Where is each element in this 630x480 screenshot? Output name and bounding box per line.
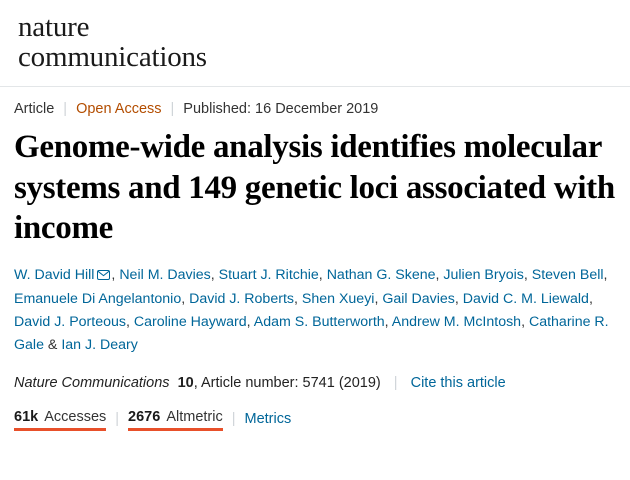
meta-separator-2: | [170, 101, 175, 118]
author-name[interactable]: Ian J. Deary [61, 337, 138, 354]
author-separator-ampersand: & [43, 337, 62, 354]
author-name[interactable]: Adam S. Butterworth [253, 314, 385, 331]
metrics-link[interactable]: Metrics [244, 410, 292, 427]
author-separator: , [293, 291, 302, 308]
author-separator: , [111, 267, 120, 284]
accesses-count: 61k [14, 409, 39, 426]
author-separator: , [521, 314, 529, 331]
author-separator: , [318, 267, 327, 284]
author-name[interactable]: W. David Hill [14, 267, 95, 284]
open-access-link[interactable]: Open Access [76, 101, 162, 118]
author-name[interactable]: Nathan G. Skene [326, 267, 436, 284]
metrics-separator-2: | [231, 410, 236, 427]
author-name[interactable]: Neil M. Davies [119, 267, 211, 284]
author-name[interactable]: David J. Roberts [189, 291, 294, 308]
author-name[interactable]: David C. M. Liewald [462, 291, 589, 308]
author-name[interactable]: Gail Davies [382, 291, 455, 308]
author-separator: , [210, 267, 219, 284]
author-separator: , [125, 314, 134, 331]
author-separator: , [181, 291, 190, 308]
citation-separator: | [393, 375, 398, 392]
author-separator: , [603, 267, 608, 284]
citation-journal: Nature Communications [14, 375, 170, 392]
journal-masthead [0, 0, 630, 87]
author-name[interactable]: Julien Bryois [443, 267, 524, 284]
author-name[interactable]: Shen Xueyi [301, 291, 375, 308]
author-name[interactable]: Emanuele Di Angelantonio [14, 291, 182, 308]
author-name[interactable]: Steven Bell [531, 267, 604, 284]
author-name[interactable]: Catharine R. Gale [14, 314, 609, 354]
journal-logo[interactable] [18, 12, 612, 72]
author-separator: , [454, 291, 463, 308]
author-name[interactable]: David J. Porteous [14, 314, 126, 331]
metrics-separator-1: | [115, 410, 120, 427]
author-name[interactable]: Stuart J. Ritchie [218, 267, 319, 284]
author-separator: , [374, 291, 383, 308]
author-separator: , [523, 267, 532, 284]
citation-volume: 10 [177, 375, 194, 392]
citation-article-number: , Article number: 5741 (2019) [193, 375, 381, 392]
altmetric-metric[interactable] [128, 409, 223, 431]
author-separator: , [435, 267, 444, 284]
author-separator: , [588, 291, 593, 308]
published-date: Published: 16 December 2019 [183, 101, 379, 118]
altmetric-count: 2676 [128, 409, 161, 426]
author-separator: , [246, 314, 254, 331]
journal-logo-line1: nature [18, 11, 90, 43]
author-list [14, 264, 616, 357]
envelope-icon[interactable] [97, 265, 110, 288]
article-type-label: Article [14, 101, 55, 118]
altmetric-label: Altmetric [166, 409, 223, 426]
author-name[interactable]: Caroline Hayward [133, 314, 247, 331]
accesses-metric[interactable] [14, 409, 106, 431]
citation-line [14, 375, 616, 391]
cite-this-article-link[interactable]: Cite this article [410, 375, 506, 392]
accesses-label: Accesses [44, 409, 107, 426]
journal-logo-line2: communications [18, 41, 207, 74]
metrics-bar [14, 409, 616, 431]
author-name[interactable]: Andrew M. McIntosh [391, 314, 522, 331]
meta-separator-1: | [63, 101, 68, 118]
page-title: Genome-wide analysis identifies molecular systems and 149 genetic loci associated with income [14, 129, 615, 246]
author-separator: , [384, 314, 392, 331]
article-meta-bar [0, 87, 630, 117]
